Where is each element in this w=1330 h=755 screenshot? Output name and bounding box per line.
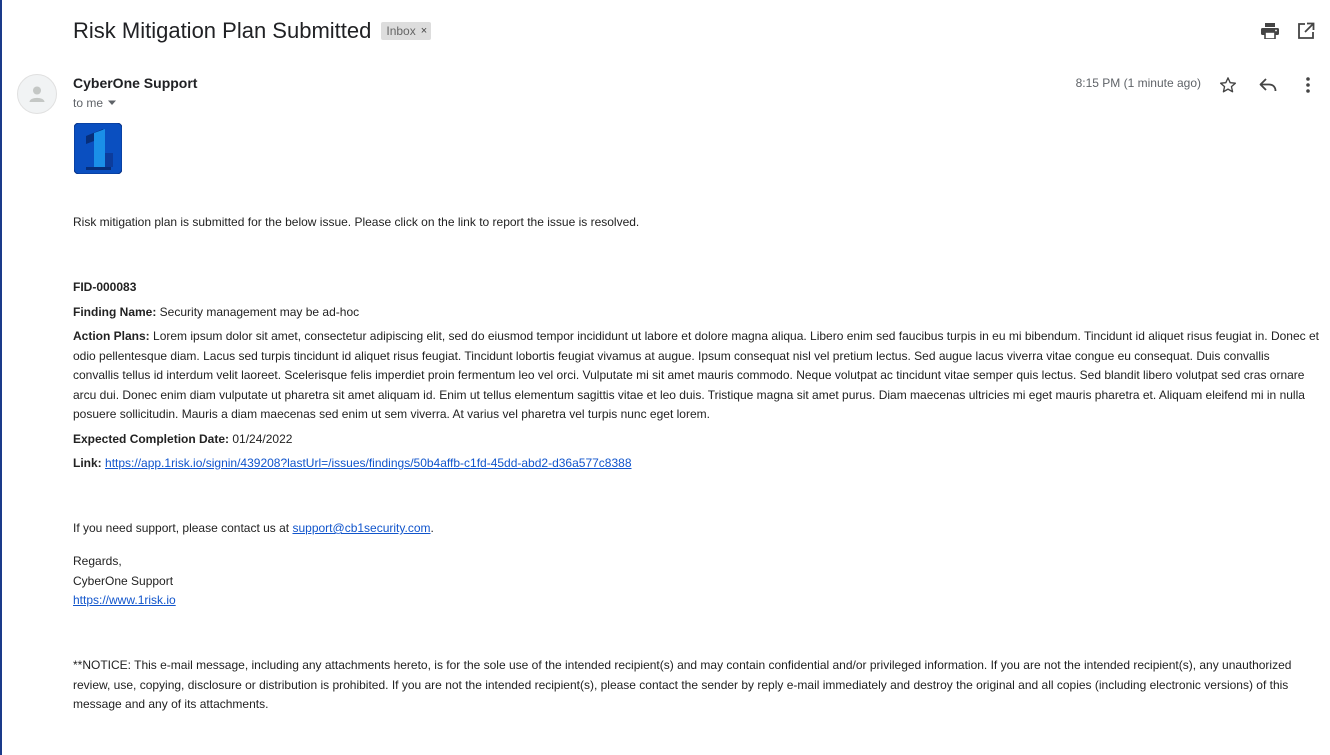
link-row	[73, 454, 1319, 474]
print-icon[interactable]	[1260, 21, 1280, 41]
inbox-label-chip[interactable]	[381, 22, 431, 40]
recipient-text: to me	[73, 96, 104, 110]
label-chip-text: Inbox	[386, 24, 416, 38]
expected-completion-label: Expected Completion Date:	[73, 432, 230, 446]
recipient-details-toggle[interactable]	[73, 96, 117, 110]
sender-name: CyberOne Support	[73, 75, 198, 91]
finding-name-label: Finding Name:	[73, 305, 157, 319]
sender-avatar	[17, 74, 57, 114]
support-prefix-text: If you need support, please contact us at	[73, 521, 293, 535]
reply-icon[interactable]	[1257, 74, 1279, 96]
window-edge	[0, 0, 2, 755]
expected-completion-row	[73, 430, 1319, 450]
action-plans-row	[73, 327, 1319, 425]
signature-name: CyberOne Support	[73, 573, 174, 588]
person-icon	[27, 84, 47, 104]
finding-link[interactable]: https://app.1risk.io/signin/439208?lastUrl=/issues/findings/50b4affb-c1fd-45dd-abd2-d36a577c8388	[105, 456, 632, 470]
signature-website-link[interactable]: https://www.1risk.io	[73, 593, 176, 607]
chevron-down-icon	[107, 100, 117, 106]
action-plans-value: Lorem ipsum dolor sit amet, consectetur adipiscing elit, sed do eiusmod tempor incididunt ut labore et dolore magna aliqua. Libero enim sed faucibus turpis in eu mi bibendum. Tincidunt id aliquet risus feugiat in. Donec et odio pellentesque diam. Lacus sed turpis tincidunt id aliquet risus feugiat. Tincidunt lobortis feugiat vivamus at augue. Ipsum consequat nisl vel pretium lectus. Sed augue lacus viverra vitae congue eu consequat. Duis convallis convallis tellus id interdum velit laoreet. Scelerisque felis imperdiet proin fermentum leo vel orci. Vulputate mi sit amet mauris commodo. Neque volutpat ac tincidunt vitae semper quis lectus. Sed blandit libero volutpat sed cras ornare arcu dui. Donec enim diam vulputate ut pharetra sit amet aliquam id. Enim ut tellus elementum sagittis vitae et leo duis. Tristique magna sit amet purus. Diam maecenas ultricies mi eget mauris pharetra et. Aliquam eleifend mi in nulla posuere sollicitudin. Mauris a diam maecenas sed enim ut sem viverra. At varius vel pharetra vel turpis nunc eget lorem.	[73, 329, 1319, 421]
open-in-new-window-icon[interactable]	[1296, 21, 1316, 41]
star-icon[interactable]	[1217, 74, 1239, 96]
finding-id: FID-000083	[73, 280, 137, 294]
subject-row	[73, 18, 431, 44]
thread-toolbar	[1260, 21, 1316, 41]
cyberone-logo	[74, 123, 122, 174]
finding-name-row	[73, 303, 1319, 323]
regards-text: Regards,	[73, 554, 122, 568]
action-plans-label: Action Plans:	[73, 329, 150, 343]
message-actions	[1217, 74, 1319, 96]
finding-name-value: Security management may be ad-hoc	[156, 305, 360, 319]
signature-block	[73, 552, 1319, 611]
email-subject: Risk Mitigation Plan Submitted	[73, 18, 372, 43]
expected-completion-value: 01/24/2022	[229, 432, 293, 446]
more-vert-icon[interactable]	[1297, 74, 1319, 96]
support-suffix-text: .	[430, 521, 434, 535]
message-timestamp: 8:15 PM (1 minute ago)	[1075, 76, 1201, 90]
support-row	[73, 519, 1319, 539]
link-label: Link:	[73, 456, 102, 470]
support-email-link[interactable]: support@cb1security.com	[292, 521, 431, 535]
remove-label-button[interactable]: ×	[420, 25, 428, 37]
intro-text: Risk mitigation plan is submitted for the below issue. Please click on the link to report the issue is resolved.	[73, 215, 640, 229]
legal-notice: **NOTICE: This e-mail message, including any attachments hereto, is for the sole use of the intended recipient(s) and may contain confidential and/or privileged information. If you are not the intended recipient(s), any unauthorized review, use, copying, disclosure or distribution is prohibited. If you are not the intended recipient(s), please contact the sender by reply e-mail immediately and destroy the original and all copies (including electronic versions) of this message and any of its attachments.	[73, 658, 1292, 711]
